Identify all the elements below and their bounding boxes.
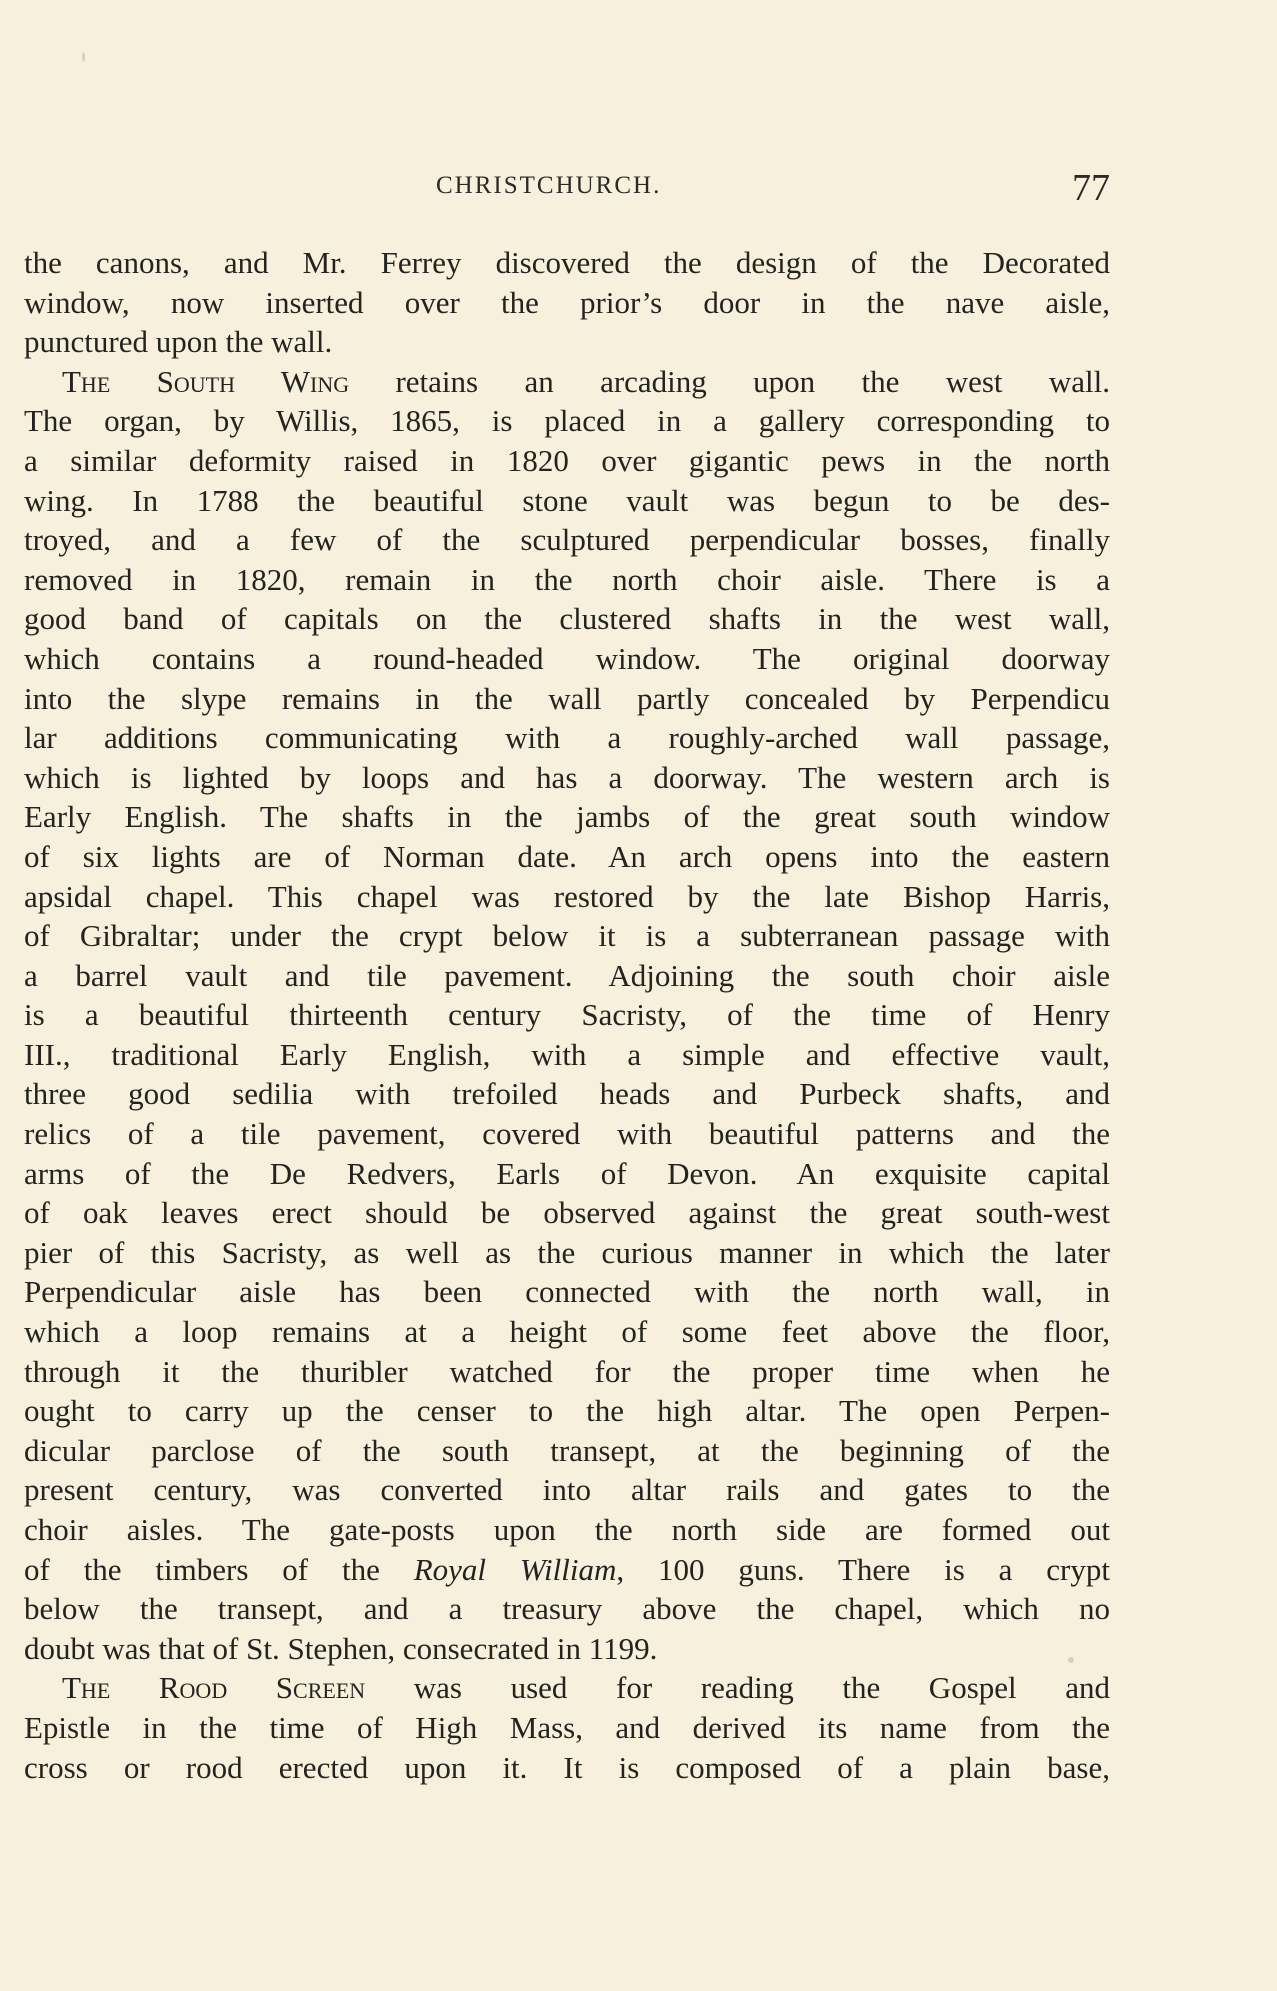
text-line: the canons, and Mr. Ferrey discovered the design of the Decorated [24, 245, 1110, 280]
running-title: CHRISTCHURCH. [436, 172, 662, 199]
section-line-rood-screen [24, 1668, 1110, 1708]
text-line: ought to carry up the censer to the high altar. The open Perpen- [24, 1393, 1110, 1429]
text-line: relics of a tile pavement, covered with beautiful patterns and the [24, 1116, 1110, 1152]
text-line: of six lights are of Norman date. An arch opens into the eastern [24, 838, 1110, 874]
text-line: punctured upon the wall. [24, 324, 333, 360]
text-line: arms of the De Redvers, Earls of Devon. An exquisite capital [24, 1155, 1110, 1191]
text-line: Early English. The shafts in the jambs of the great south window [24, 799, 1110, 835]
text-line: below the transept, and a treasury above the chapel, which no [24, 1591, 1110, 1627]
text-line: through it the thuribler watched for the proper time when he [24, 1353, 1110, 1389]
text-line: which is lighted by loops and has a doorway. The western arch is [24, 759, 1110, 795]
section-heading-south-wing: The South Wing [62, 363, 350, 399]
text-line: Perpendicular aisle has been connected with the north wall, in [24, 1274, 1110, 1310]
body-text [24, 243, 1110, 1787]
text-line: into the slype remains in the wall partly concealed by Perpendicu [24, 680, 1110, 716]
text-line: cross or rood erected upon it. It is composed of a plain base, [24, 1749, 1110, 1785]
running-head [24, 167, 1110, 212]
text-line: of oak leaves erect should be observed against the great south-west [24, 1195, 1110, 1231]
text-line: a barrel vault and tile pavement. Adjoining the south choir aisle [24, 957, 1110, 993]
section-heading-rood-screen: The Rood Screen [62, 1670, 366, 1706]
text-line: present century, was converted into altar rails and gates to the [24, 1472, 1110, 1508]
text-line: is a beautiful thirteenth century Sacristy, of the time of Henry [24, 997, 1110, 1033]
ship-name-italic: Royal William [413, 1551, 617, 1587]
text-line: dicular parclose of the south transept, at the beginning of the [24, 1432, 1110, 1468]
text-line: pier of this Sacristy, as well as the curious manner in which the later [24, 1234, 1110, 1270]
text-run: , 100 guns. There is a crypt [616, 1551, 1110, 1587]
text-line: lar additions communicating with a roughly-arched wall passage, [24, 720, 1110, 756]
text-run: was used for reading the Gospel and [365, 1670, 1110, 1706]
text-line: wing. In 1788 the beautiful stone vault was begun to be des- [24, 482, 1110, 518]
text-line: troyed, and a few of the sculptured perpendicular bosses, finally [24, 522, 1110, 558]
text-line-royal-william [24, 1550, 1110, 1590]
text-line: doubt was that of St. Stephen, consecrated in 1199. [24, 1630, 658, 1666]
text-line: which a loop remains at a height of some feet above the floor, [24, 1314, 1110, 1350]
text-line: good band of capitals on the clustered shafts in the west wall, [24, 601, 1110, 637]
text-line: apsidal chapel. This chapel was restored by the late Bishop Harris, [24, 878, 1110, 914]
paper-speck [1068, 1657, 1074, 1663]
text-line: a similar deformity raised in 1820 over gigantic pews in the north [24, 442, 1110, 478]
paper-speck [82, 52, 85, 62]
text-line: removed in 1820, remain in the north choir aisle. There is a [24, 561, 1110, 597]
text-line: of Gibraltar; under the crypt below it is a subterranean passage with [24, 918, 1110, 954]
text-line: three good sedilia with trefoiled heads and Purbeck shafts, and [24, 1076, 1110, 1112]
text-line: The organ, by Willis, 1865, is placed in a gallery corresponding to [24, 403, 1110, 439]
section-line-south-wing [24, 362, 1110, 402]
text-line: Epistle in the time of High Mass, and derived its name from the [24, 1709, 1110, 1745]
page-number: 77 [1072, 167, 1110, 209]
text-line: choir aisles. The gate-posts upon the north side are formed out [24, 1512, 1110, 1547]
text-line: window, now inserted over the prior’s door in the nave aisle, [24, 284, 1110, 320]
text-run: of the timbers of the [24, 1551, 414, 1587]
text-line: which contains a round-headed window. The original doorway [24, 640, 1110, 676]
text-line: III., traditional Early English, with a simple and effective vault, [24, 1036, 1110, 1072]
text-run: retains an arcading upon the west wall. [349, 363, 1111, 399]
